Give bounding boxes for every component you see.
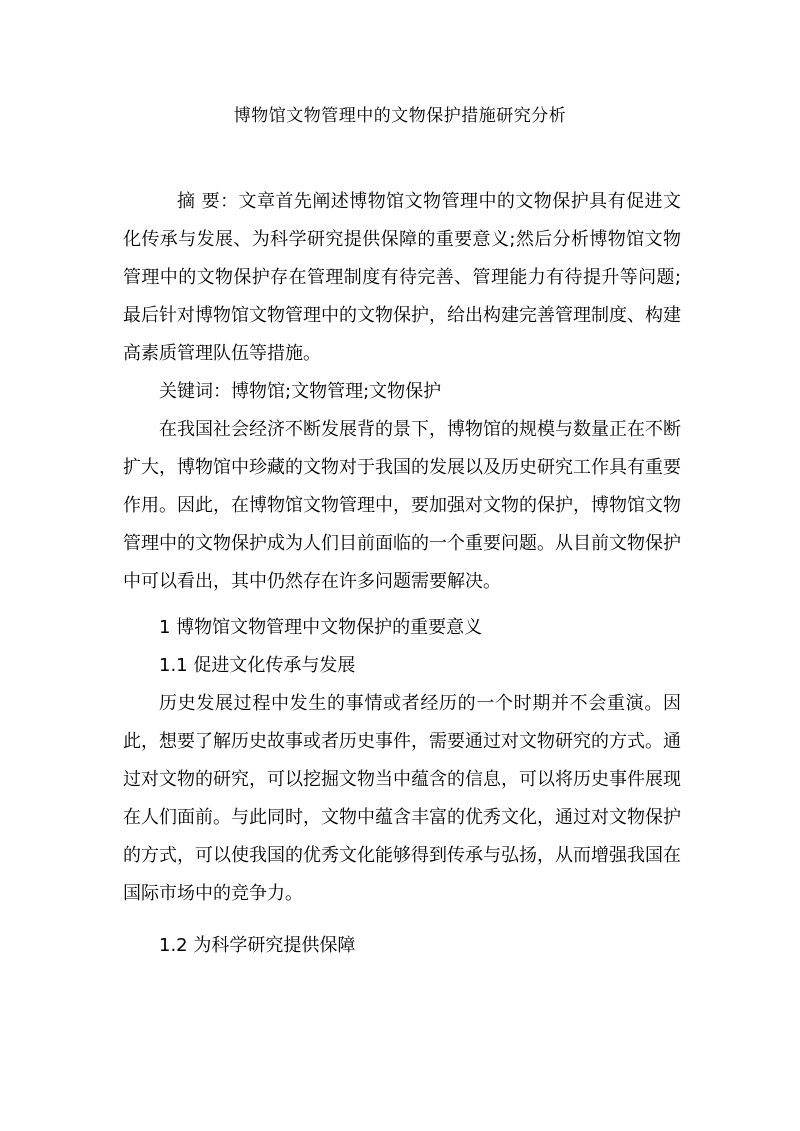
- abstract-paragraph: 摘 要：文章首先阐述博物馆文物管理中的文物保护具有促进文化传承与发展、为科学研究提供保障的重要意义;然后分析博物馆文物管理中的文物保护存在管理制度有待完善、管理能力有待提升等问题;最后针对博物馆文物管理中的文物保护，给出构建完善管理制度、构建高素质管理队伍等措施。: [123, 191, 681, 364]
- section-1-2-heading: 1.2 为科学研究提供保障: [159, 935, 356, 956]
- section-1-1-paragraph: 历史发展过程中发生的事情或者经历的一个时期并不会重演。因此，想要了解历史故事或者历史事件，需要通过对文物研究的方式。通过对文物的研究，可以挖掘文物当中蕴含的信息，可以将历史事件展现在人们面前。与此同时，文物中蕴含丰富的优秀文化，通过对文物保护的方式，可以使我国的优秀文化能够得到传承与弘扬，从而增强我国在国际市场中的竞争力。: [123, 693, 681, 904]
- document-title: 博物馆文物管理中的文物保护措施研究分析: [233, 106, 567, 126]
- intro-paragraph: 在我国社会经济不断发展背的景下，博物馆的规模与数量正在不断扩大，博物馆中珍藏的文物对于我国的发展以及历史研究工作具有重要作用。因此，在博物馆文物管理中，要加强对文物的保护，博物馆文物管理中的文物保护成为人们目前面临的一个重要问题。从目前文物保护中可以看出，其中仍然存在许多问题需要解决。: [123, 419, 681, 592]
- keywords-line: 关键词：博物馆;文物管理;文物保护: [159, 381, 442, 402]
- section-1-heading: 1 博物馆文物管理中文物保护的重要意义: [159, 617, 483, 638]
- document-body: [123, 183, 681, 965]
- section-1-1-heading: 1.1 促进文化传承与发展: [159, 655, 356, 676]
